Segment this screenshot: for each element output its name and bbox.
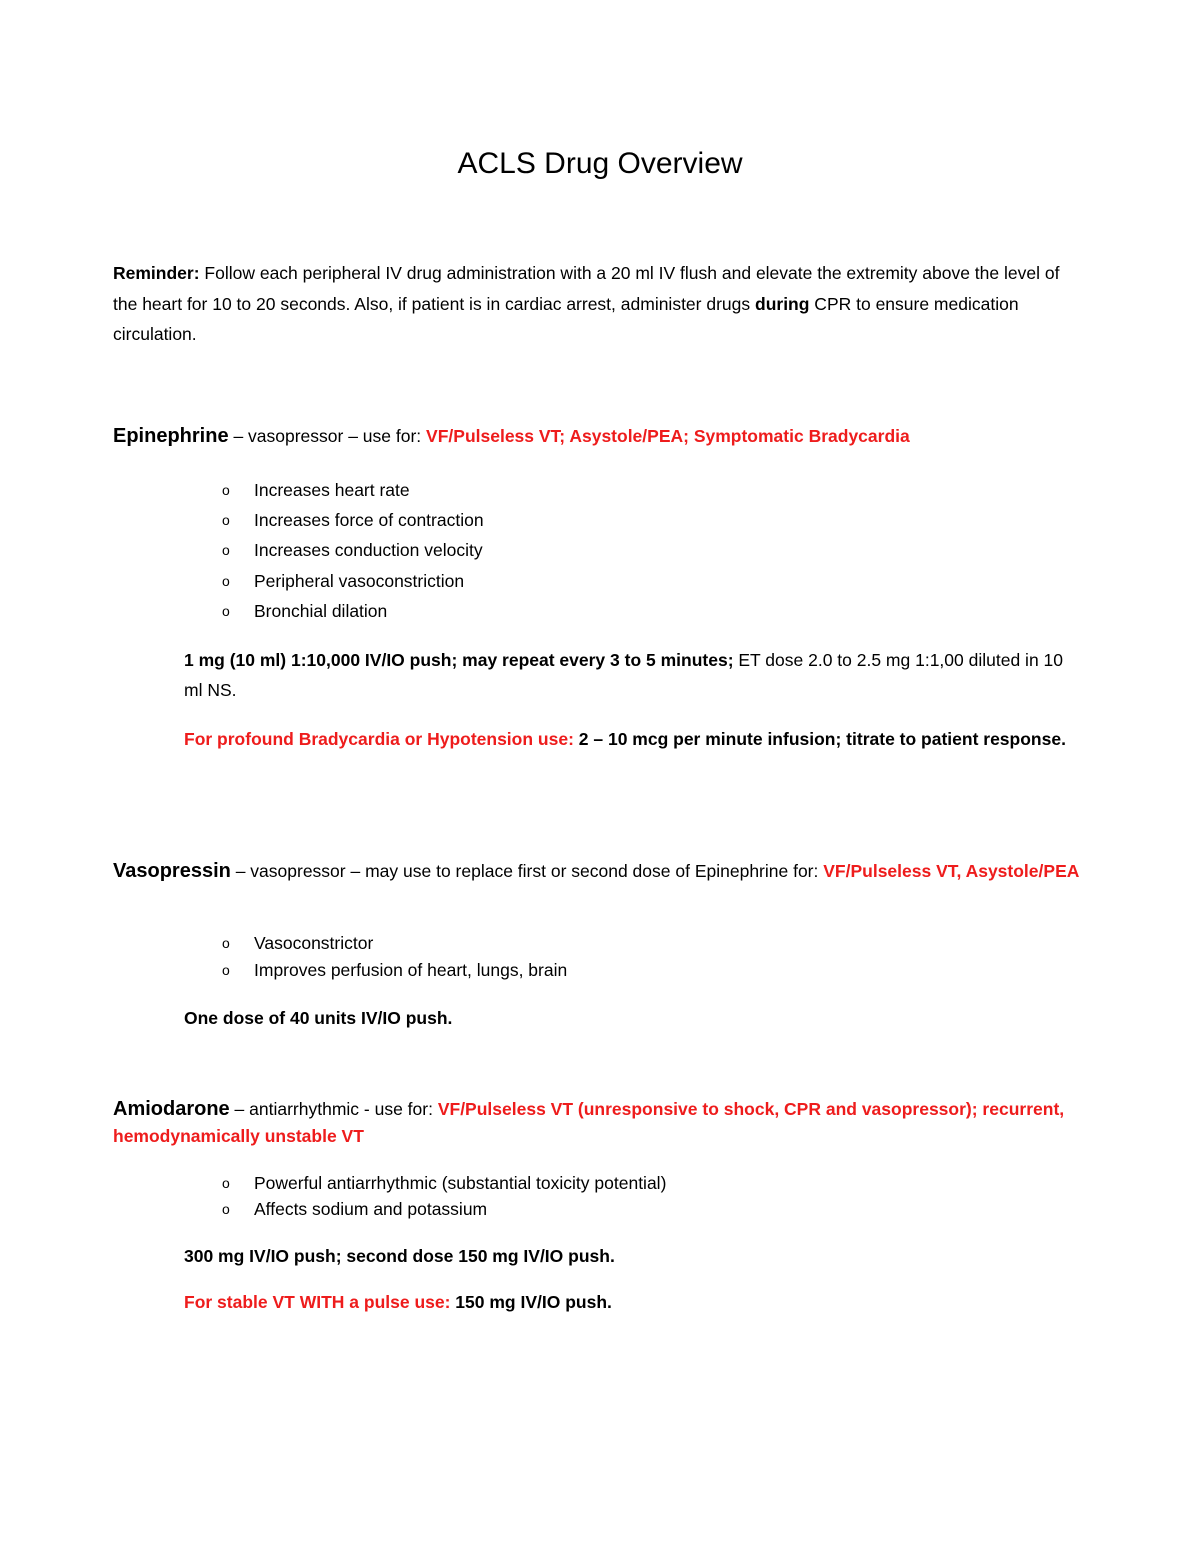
bullet-marker: o bbox=[222, 542, 230, 559]
bullet-marker: o bbox=[222, 962, 230, 978]
epinephrine-dose bbox=[184, 645, 1074, 705]
vasopressin-uses: VF/Pulseless VT, Asystole/PEA bbox=[823, 861, 1080, 881]
reminder-label: Reminder: bbox=[113, 263, 200, 283]
amiodarone-dose: 300 mg IV/IO push; second dose 150 mg IV/IO push. bbox=[184, 1246, 615, 1266]
list-item: o Increases heart rate bbox=[222, 475, 484, 505]
epinephrine-special-text: 2 – 10 mcg per minute infusion; titrate to patient response. bbox=[573, 729, 1066, 749]
bullet-marker: o bbox=[222, 512, 230, 529]
epinephrine-name: Epinephrine bbox=[113, 425, 229, 447]
vasopressin-dose: One dose of 40 units IV/IO push. bbox=[184, 1008, 453, 1028]
epinephrine-heading bbox=[113, 423, 1083, 450]
vasopressin-heading bbox=[113, 858, 1083, 885]
bullet-marker: o bbox=[222, 935, 230, 951]
vasopressin-desc: – vasopressor – may use to replace first or second dose of Epinephrine for: bbox=[230, 861, 824, 881]
vasopressin-effects-list bbox=[222, 930, 567, 984]
list-item: o Vasoconstrictor bbox=[222, 930, 567, 957]
epinephrine-desc: – vasopressor – use for: bbox=[228, 426, 427, 446]
epinephrine-effects-list bbox=[222, 475, 484, 626]
reminder-text-1: Follow each peripheral IV drug administration with a 20 ml IV flush and elevate the extremity above the level of the heart for 10 to 20 seconds. Also, if patient is in cardiac arrest, administer drugs bbox=[113, 263, 1060, 314]
amiodarone-special-dose bbox=[184, 1287, 1074, 1317]
amiodarone-special-label: For stable VT WITH a pulse use: bbox=[184, 1292, 451, 1312]
bullet-marker: o bbox=[222, 1175, 230, 1191]
amiodarone-name: Amiodarone bbox=[113, 1098, 230, 1120]
bullet-marker: o bbox=[222, 602, 230, 619]
list-item: o Increases conduction velocity bbox=[222, 535, 484, 565]
epinephrine-dose-bold: 1 mg (10 ml) 1:10,000 IV/IO push; may repeat every 3 to 5 minutes; bbox=[184, 650, 734, 670]
list-item: o Increases force of contraction bbox=[222, 505, 484, 535]
vasopressin-name: Vasopressin bbox=[113, 860, 231, 882]
amiodarone-desc: – antiarrhythmic - use for: bbox=[229, 1099, 438, 1119]
bullet-marker: o bbox=[222, 1201, 230, 1217]
list-item: o Bronchial dilation bbox=[222, 596, 484, 626]
amiodarone-heading bbox=[113, 1096, 1083, 1150]
amiodarone-effects-list bbox=[222, 1170, 666, 1222]
list-item: o Improves perfusion of heart, lungs, brain bbox=[222, 957, 567, 984]
list-item: o Powerful antiarrhythmic (substantial toxicity potential) bbox=[222, 1170, 666, 1196]
bullet-marker: o bbox=[222, 572, 230, 589]
epinephrine-special-dose bbox=[184, 724, 1074, 755]
bullet-marker: o bbox=[222, 482, 230, 498]
epinephrine-uses: VF/Pulseless VT; Asystole/PEA; Symptomatic Bradycardia bbox=[426, 426, 910, 446]
reminder-paragraph bbox=[113, 258, 1083, 350]
epinephrine-dose-plain: ET dose 2.0 to 2.5 mg 1:1,00 diluted in 10 ml NS. bbox=[184, 650, 1063, 700]
amiodarone-uses: VF/Pulseless VT (unresponsive to shock, CPR and vasopressor); recurrent, hemodynamically unstable VT bbox=[113, 1099, 1065, 1146]
reminder-text-2: CPR to ensure medication circulation. bbox=[113, 293, 1019, 344]
reminder-bold-during: during bbox=[755, 293, 810, 314]
amiodarone-special-text: 150 mg IV/IO push. bbox=[450, 1292, 612, 1312]
list-item: o Peripheral vasoconstriction bbox=[222, 566, 484, 596]
epinephrine-special-label: For profound Bradycardia or Hypotension use: bbox=[184, 729, 574, 749]
page-title: ACLS Drug Overview bbox=[457, 147, 743, 180]
list-item: o Affects sodium and potassium bbox=[222, 1196, 666, 1222]
